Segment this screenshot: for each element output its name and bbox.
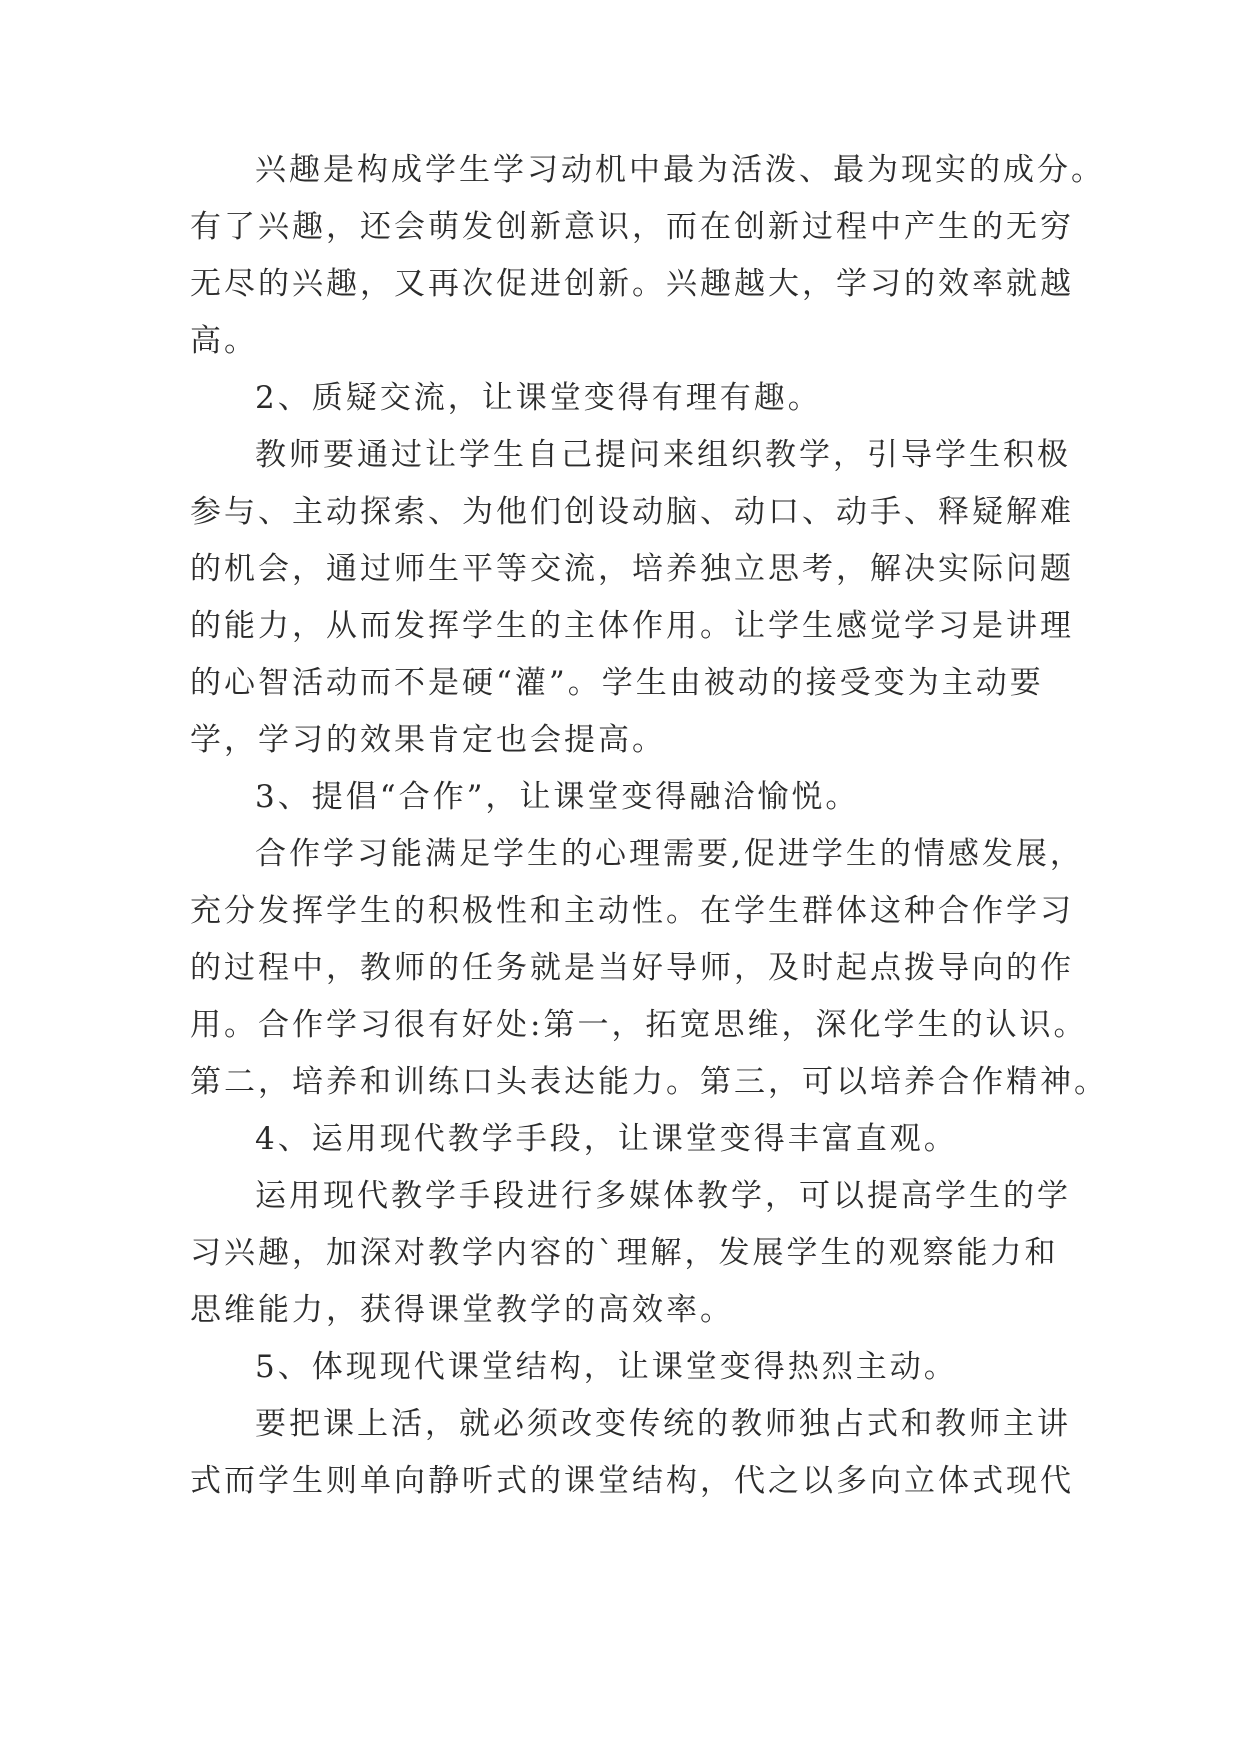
text-line: 的能力，从而发挥学生的主体作用。让学生感觉学习是讲理 <box>190 608 1074 644</box>
text-line: 要把课上活，就必须改变传统的教师独占式和教师主讲 <box>255 1406 1071 1442</box>
section-heading: 2、质疑交流，让课堂变得有理有趣。 <box>255 380 822 416</box>
text-line: 的心智活动而不是硬“灌”。学生由被动的接受变为主动要 <box>190 665 1044 701</box>
text-line: 有了兴趣，还会萌发创新意识，而在创新过程中产生的无穷 <box>190 209 1074 245</box>
text-line: 高。 <box>190 323 258 359</box>
text-line: 充分发挥学生的积极性和主动性。在学生群体这种合作学习 <box>190 893 1074 929</box>
text-line: 无尽的兴趣，又再次促进创新。兴趣越大，学习的效率就越 <box>190 266 1074 302</box>
text-line: 思维能力，获得课堂教学的高效率。 <box>190 1292 734 1328</box>
section-heading: 5、体现现代课堂结构，让课堂变得热烈主动。 <box>255 1349 958 1385</box>
section-heading: 3、提倡“合作”，让课堂变得融洽愉悦。 <box>255 779 860 815</box>
text-line: 式而学生则单向静听式的课堂结构，代之以多向立体式现代 <box>190 1463 1074 1499</box>
text-line: 学，学习的效果肯定也会提高。 <box>190 722 666 758</box>
text-line: 的过程中，教师的任务就是当好导师，及时起点拨导向的作 <box>190 950 1074 986</box>
text-line: 合作学习能满足学生的心理需要,促进学生的情感发展， <box>255 836 1084 872</box>
text-line: 习兴趣，加深对教学内容的`理解，发展学生的观察能力和 <box>190 1235 1059 1271</box>
text-line: 教师要通过让学生自己提问来组织教学，引导学生积极 <box>255 437 1071 473</box>
text-line: 运用现代教学手段进行多媒体教学，可以提高学生的学 <box>255 1178 1071 1214</box>
text-line: 第二，培养和训练口头表达能力。第三，可以培养合作精神。 <box>190 1064 1108 1100</box>
text-line: 参与、主动探索、为他们创设动脑、动口、动手、释疑解难 <box>190 494 1074 530</box>
text-line: 的机会，通过师生平等交流，培养独立思考，解决实际问题 <box>190 551 1074 587</box>
section-heading: 4、运用现代教学手段，让课堂变得丰富直观。 <box>255 1121 958 1157</box>
text-line: 兴趣是构成学生学习动机中最为活泼、最为现实的成分。 <box>255 152 1105 188</box>
text-line: 用。合作学习很有好处:第一，拓宽思维，深化学生的认识。 <box>190 1007 1088 1043</box>
